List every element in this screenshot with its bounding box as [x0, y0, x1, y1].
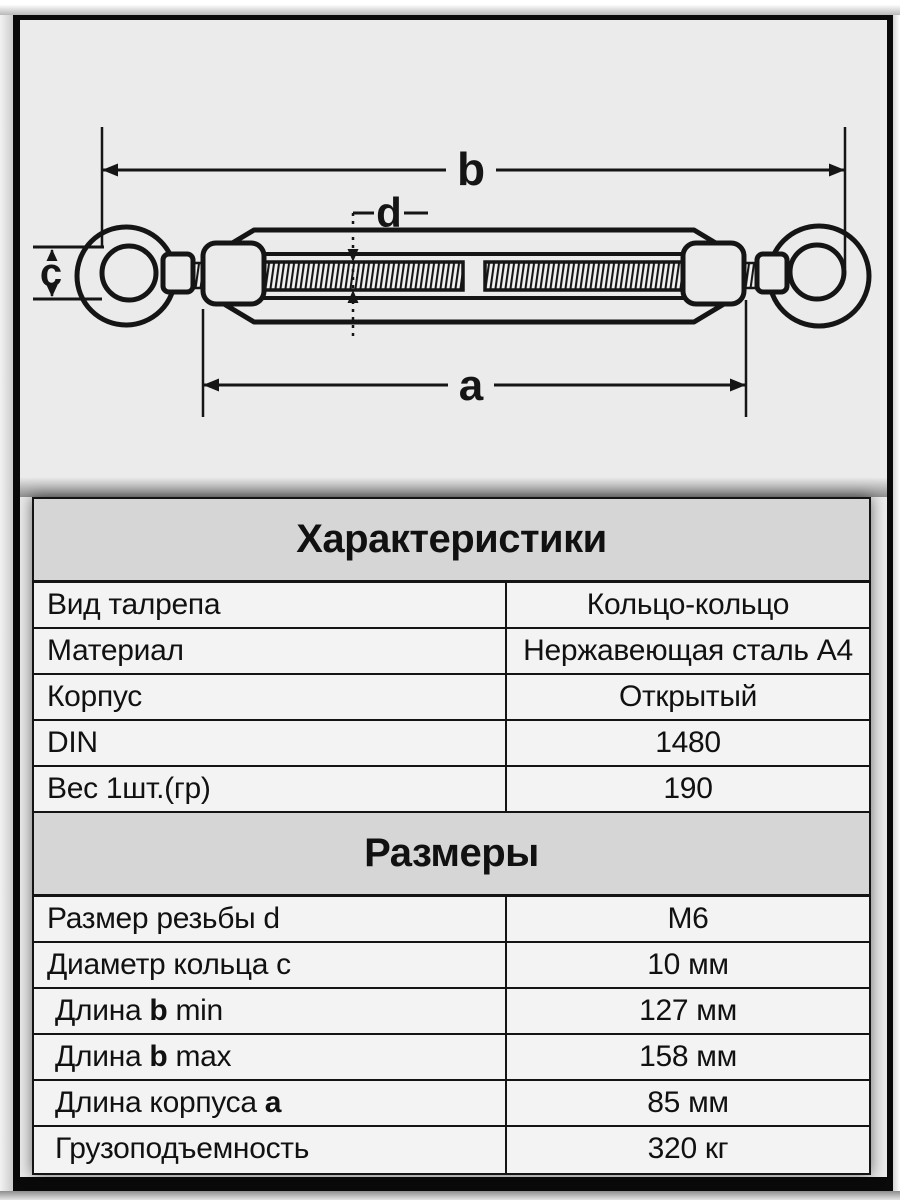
right-eye-ring [757, 226, 869, 326]
row-label: Длина корпуса a [47, 1086, 282, 1119]
row-label: Диаметр кольца c [47, 948, 291, 981]
table-row [34, 629, 869, 675]
table-row [34, 943, 869, 989]
table-section-header: Размеры [34, 813, 869, 897]
row-label: Длина b max [47, 1040, 232, 1073]
spec-table [32, 497, 871, 1175]
row-value: 10 мм [505, 943, 869, 987]
table-row [34, 989, 869, 1035]
row-value: 1480 [505, 721, 869, 765]
page-margin-left [0, 0, 13, 1200]
turnbuckle-diagram [20, 20, 887, 475]
table-row [34, 1081, 869, 1127]
page-margin-bottom [0, 1191, 900, 1200]
table-row [34, 897, 869, 943]
row-value: Кольцо-кольцо [505, 583, 869, 627]
row-value: М6 [505, 897, 869, 941]
dim-label-a: a [458, 361, 484, 410]
row-label: Материал [47, 634, 184, 667]
table-row [34, 721, 869, 767]
row-label: DIN [47, 726, 98, 759]
left-eye-ring [77, 227, 193, 325]
row-value: 190 [505, 767, 869, 811]
table-section-header: Характеристики [34, 499, 869, 583]
dim-label-b: b [456, 143, 486, 195]
table-row [34, 1127, 869, 1173]
table-row [34, 1035, 869, 1081]
section-divider-shadow [20, 475, 887, 497]
table-row [34, 675, 869, 721]
threaded-rods [187, 262, 761, 290]
row-value: 85 мм [505, 1081, 869, 1125]
page-margin-top [0, 0, 900, 15]
row-label: Размер резьбы d [47, 902, 280, 935]
product-sheet-panel [20, 20, 887, 1177]
row-label: Корпус [47, 680, 142, 713]
row-value: 127 мм [505, 989, 869, 1033]
row-label: Длина b min [47, 994, 223, 1027]
table-row [34, 583, 869, 629]
page-margin-right [893, 0, 900, 1200]
table-row [34, 767, 869, 813]
row-label: Вес 1шт.(гр) [47, 772, 211, 805]
dim-label-d: d [376, 189, 402, 236]
row-value: Нержавеющая сталь А4 [505, 629, 869, 673]
dim-label-c: c [39, 251, 63, 295]
row-value: 158 мм [505, 1035, 869, 1079]
row-value: 320 кг [505, 1127, 869, 1173]
row-value: Открытый [505, 675, 869, 719]
row-label: Вид талрепа [47, 588, 221, 621]
row-label: Грузоподъемность [47, 1132, 310, 1165]
